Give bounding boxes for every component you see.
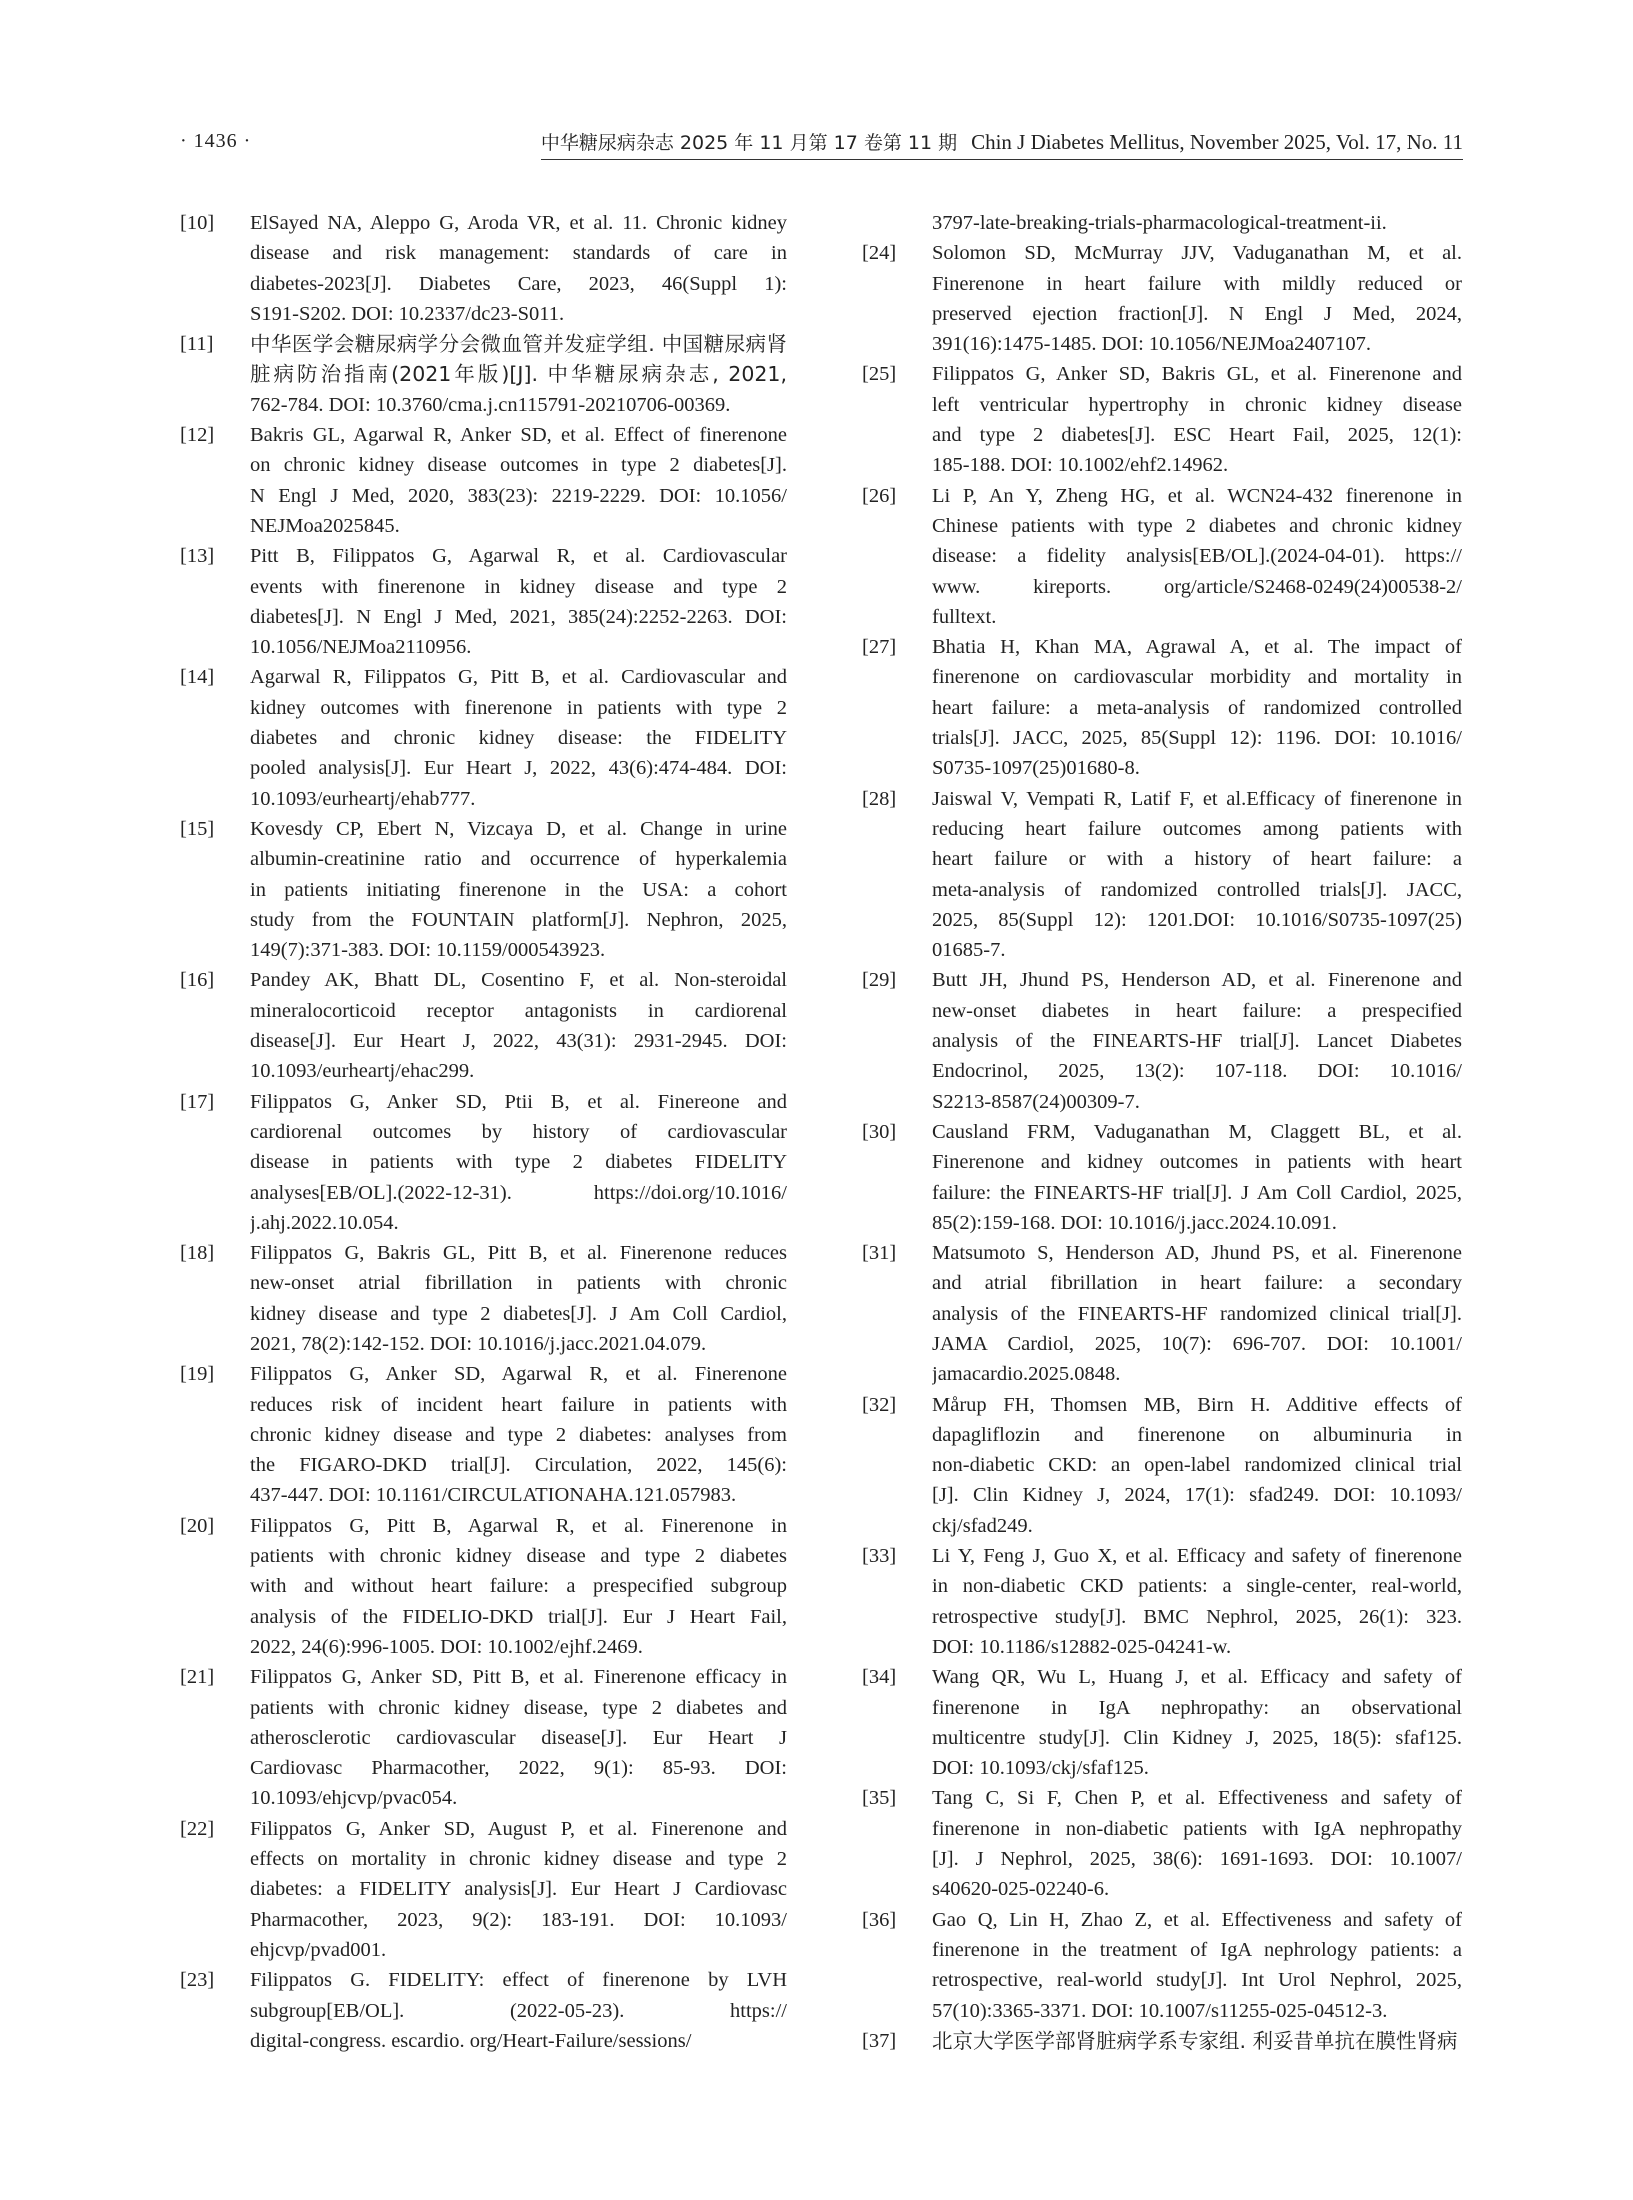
reference-number: [32]: [862, 1393, 897, 1416]
reference-text-line: JAMA Cardiol, 2025, 10(7): 696-707. DOI: 10.1001/: [932, 1332, 1462, 1355]
reference-text-line: finerenone in the treatment of IgA nephrology patients: a: [932, 1938, 1462, 1961]
reference-number: [14]: [180, 666, 215, 689]
reference-text-line: with and without heart failure: a prespecified subgroup: [250, 1575, 787, 1598]
reference-text-line: 10.1093/eurheartj/ehab777.: [250, 787, 476, 810]
reference-text-line: [J]. J Nephrol, 2025, 38(6): 1691-1693. DOI: 10.1007/: [932, 1848, 1462, 1871]
reference-text-line: diabetes and chronic kidney disease: the FIDELITY: [250, 727, 787, 750]
reference-text-line: 185-188. DOI: 10.1002/ehf2.14962.: [932, 454, 1229, 477]
reference-entry: [862, 1783, 1462, 1904]
reference-text-line: NEJMoa2025845.: [250, 514, 400, 537]
reference-text-line: disease: a fidelity analysis[EB/OL].(2024-04-01). https://: [932, 545, 1462, 568]
reference-entry: [180, 541, 787, 662]
reference-text-line: 2025, 85(Suppl 12): 1201.DOI: 10.1016/S0735-1097(25): [932, 908, 1462, 931]
reference-text-line: new-onset atrial fibrillation in patients with chronic: [250, 1272, 787, 1295]
reference-text-line: chronic kidney disease and type 2 diabetes: analyses from: [250, 1423, 787, 1446]
reference-text-line: diabetes-2023[J]. Diabetes Care, 2023, 46(Suppl 1):: [250, 272, 787, 295]
reference-number: [11]: [180, 333, 214, 356]
reference-entry: [862, 1541, 1462, 1662]
reference-number: [37]: [862, 2029, 897, 2052]
reference-text-line: Endocrinol, 2025, 13(2): 107-118. DOI: 10.1016/: [932, 1060, 1462, 1083]
reference-number: [19]: [180, 1363, 215, 1386]
reference-text-line: Filippatos G, Anker SD, Agarwal R, et al. Finerenone: [250, 1363, 787, 1386]
reference-text-line: Li P, An Y, Zheng HG, et al. WCN24-432 finerenone in: [932, 484, 1462, 507]
reference-number: [25]: [862, 363, 897, 386]
reference-text-line: disease and risk management: standards of care in: [250, 242, 787, 265]
reference-text-line: pooled analysis[J]. Eur Heart J, 2022, 43(6):474-484. DOI:: [250, 757, 787, 780]
reference-text-line: in patients initiating finerenone in the USA: a cohort: [250, 878, 787, 901]
reference-text-line: on chronic kidney disease outcomes in type 2 diabetes[J].: [250, 454, 787, 477]
reference-entry: [180, 1662, 787, 1813]
reference-number: [20]: [180, 1514, 215, 1537]
reference-text-line: Butt JH, Jhund PS, Henderson AD, et al. Finerenone and: [932, 969, 1462, 992]
reference-text-line: Filippatos G, Pitt B, Agarwal R, et al. Finerenone in: [250, 1514, 787, 1537]
reference-text-line: fulltext.: [932, 605, 997, 628]
reference-text-line: N Engl J Med, 2020, 383(23): 2219-2229. DOI: 10.1056/: [250, 484, 787, 507]
reference-text-line: Solomon SD, McMurray JJV, Vaduganathan M, et al.: [932, 242, 1462, 265]
reference-text-line: 437-447. DOI: 10.1161/CIRCULATIONAHA.121.057983.: [250, 1484, 737, 1507]
reference-number: [12]: [180, 424, 215, 447]
reference-text-line: Causland FRM, Vaduganathan M, Claggett BL, et al.: [932, 1120, 1462, 1143]
reference-text-line: diabetes[J]. N Engl J Med, 2021, 385(24):2252-2263. DOI:: [250, 605, 787, 628]
reference-text-line: 85(2):159-168. DOI: 10.1016/j.jacc.2024.10.091.: [932, 1211, 1337, 1234]
reference-number: [31]: [862, 1242, 897, 1265]
reference-entry: [180, 1511, 787, 1662]
reference-text-line: kidney outcomes with finerenone in patients with type 2: [250, 696, 787, 719]
reference-number: [22]: [180, 1817, 215, 1840]
reference-number: [29]: [862, 969, 897, 992]
reference-entry: [180, 1965, 787, 2056]
reference-text-line: finerenone in IgA nephropathy: an observational: [932, 1696, 1462, 1719]
reference-text-line: Finerenone in heart failure with mildly reduced or: [932, 272, 1462, 295]
reference-number: [36]: [862, 1908, 897, 1931]
reference-entry: [862, 1905, 1462, 2026]
reference-text-line: www. kireports. org/article/S2468-0249(24)00538-2/: [932, 575, 1462, 598]
reference-text-line: Kovesdy CP, Ebert N, Vizcaya D, et al. Change in urine: [250, 817, 787, 840]
reference-number: [24]: [862, 242, 897, 265]
reference-text-line: subgroup[EB/OL]. (2022-05-23). https://: [250, 1999, 787, 2022]
reference-text-line: trials[J]. JACC, 2025, 85(Suppl 12): 1196. DOI: 10.1016/: [932, 727, 1462, 750]
reference-text-line: patients with chronic kidney disease, type 2 diabetes and: [250, 1696, 787, 1719]
reference-text-line: Cardiovasc Pharmacother, 2022, 9(1): 85-93. DOI:: [250, 1757, 787, 1780]
reference-text-line: patients with chronic kidney disease and type 2 diabetes: [250, 1545, 787, 1568]
reference-text-line: 01685-7.: [932, 939, 1006, 962]
reference-text-line: 3797-late-breaking-trials-pharmacological-treatment-ii.: [932, 212, 1387, 234]
reference-text-line: cardiorenal outcomes by history of cardiovascular: [250, 1120, 787, 1143]
reference-entry: [862, 965, 1462, 1116]
reference-text-line: atherosclerotic cardiovascular disease[J]. Eur Heart J: [250, 1726, 787, 1749]
journal-title-cn: 中华糖尿病杂志 2025 年 11 月第 17 卷第 11 期: [540, 132, 958, 154]
reference-text-line: and type 2 diabetes[J]. ESC Heart Fail, 2025, 12(1):: [932, 424, 1462, 447]
reference-text-line: 北京大学医学部肾脏病学系专家组. 利妥昔单抗在膜性肾病: [932, 2028, 1458, 2053]
running-header: [180, 128, 1463, 160]
reference-text-line: Filippatos G, Anker SD, Ptii B, et al. Finereone and: [250, 1090, 787, 1113]
reference-text-line: and atrial fibrillation in heart failure: a secondary: [932, 1272, 1462, 1295]
journal-title-en: Chin J Diabetes Mellitus, November 2025, Vol. 17, No. 11: [971, 130, 1463, 154]
reference-text-line: ElSayed NA, Aleppo G, Aroda VR, et al. 11. Chronic kidney: [250, 212, 787, 234]
reference-entry: [862, 481, 1462, 632]
reference-text-line: left ventricular hypertrophy in chronic kidney disease: [932, 393, 1462, 416]
reference-number: [26]: [862, 484, 897, 507]
reference-text-line: 762-784. DOI: 10.3760/cma.j.cn115791-20210706-00369.: [250, 393, 731, 416]
reference-number: [18]: [180, 1242, 215, 1265]
reference-text-line: meta-analysis of randomized controlled trials[J]. JACC,: [932, 878, 1462, 901]
reference-text-line: Wang QR, Wu L, Huang J, et al. Efficacy and safety of: [932, 1666, 1462, 1689]
reference-entry: [180, 208, 787, 329]
reference-text-line: study from the FOUNTAIN platform[J]. Nephron, 2025,: [250, 908, 787, 931]
reference-text-line: 10.1056/NEJMoa2110956.: [250, 636, 472, 659]
reference-text-line: Matsumoto S, Henderson AD, Jhund PS, et al. Finerenone: [932, 1242, 1462, 1265]
reference-text-line: jamacardio.2025.0848.: [932, 1363, 1121, 1386]
reference-number: [35]: [862, 1787, 897, 1810]
reference-text-line: Pitt B, Filippatos G, Agarwal R, et al. Cardiovascular: [250, 545, 787, 568]
reference-text-line: Filippatos G, Anker SD, August P, et al. Finerenone and: [250, 1817, 787, 1840]
reference-text-line: analyses[EB/OL].(2022-12-31). https://doi.org/10.1016/: [250, 1181, 787, 1204]
reference-text-line: non-diabetic CKD: an open-label randomized clinical trial: [932, 1454, 1462, 1477]
reference-text-line: Gao Q, Lin H, Zhao Z, et al. Effectiveness and safety of: [932, 1908, 1462, 1931]
reference-text-line: 149(7):371-383. DOI: 10.1159/000543923.: [250, 939, 606, 962]
reference-number: [13]: [180, 545, 215, 568]
reference-text-line: s40620-025-02240-6.: [932, 1878, 1110, 1901]
reference-entry: [862, 1662, 1462, 1783]
reference-text-line: Bhatia H, Khan MA, Agrawal A, et al. The impact of: [932, 636, 1462, 659]
reference-text-line: analysis of the FINEARTS-HF trial[J]. Lancet Diabetes: [932, 1030, 1462, 1053]
reference-text-line: Mårup FH, Thomsen MB, Birn H. Additive effects of: [932, 1393, 1462, 1416]
reference-text-line: analysis of the FIDELIO-DKD trial[J]. Eur J Heart Fail,: [250, 1605, 787, 1628]
reference-text-line: disease[J]. Eur Heart J, 2022, 43(31): 2931-2945. DOI:: [250, 1030, 787, 1053]
reference-text-line: kidney disease and type 2 diabetes[J]. J Am Coll Cardiol,: [250, 1302, 787, 1325]
reference-text-line: albumin-creatinine ratio and occurrence of hyperkalemia: [250, 848, 787, 871]
reference-text-line: Bakris GL, Agarwal R, Anker SD, et al. Effect of finerenone: [250, 424, 787, 447]
reference-text-line: the FIGARO-DKD trial[J]. Circulation, 2022, 145(6):: [250, 1454, 787, 1477]
reference-text-line: 10.1093/eurheartj/ehac299.: [250, 1060, 475, 1083]
reference-number: [15]: [180, 817, 215, 840]
reference-entry: [862, 1238, 1462, 1389]
reference-entry: [180, 814, 787, 965]
reference-text-line: heart failure: a meta-analysis of randomized controlled: [932, 696, 1462, 719]
reference-text-line: retrospective, real-world study[J]. Int Urol Nephrol, 2025,: [932, 1969, 1462, 1992]
reference-text-line: 2021, 78(2):142-152. DOI: 10.1016/j.jacc.2021.04.079.: [250, 1332, 707, 1355]
reference-text-line: [J]. Clin Kidney J, 2024, 17(1): sfad249. DOI: 10.1093/: [932, 1484, 1462, 1507]
page-number: · 1436 ·: [180, 130, 252, 152]
reference-text-line: Tang C, Si F, Chen P, et al. Effectiveness and safety of: [932, 1787, 1462, 1810]
reference-text-line: diabetes: a FIDELITY analysis[J]. Eur Heart J Cardiovasc: [250, 1878, 787, 1901]
reference-text-line: 391(16):1475-1485. DOI: 10.1056/NEJMoa2407107.: [932, 333, 1372, 356]
reference-text-line: analysis of the FINEARTS-HF randomized clinical trial[J].: [932, 1302, 1462, 1325]
reference-text-line: Li Y, Feng J, Guo X, et al. Efficacy and safety of finerenone: [932, 1545, 1462, 1568]
reference-text-line: 10.1093/ehjcvp/pvac054.: [250, 1787, 458, 1810]
reference-text-line: finerenone in non-diabetic patients with IgA nephropathy: [932, 1817, 1462, 1840]
reference-text-line: in non-diabetic CKD patients: a single-center, real-world,: [932, 1575, 1462, 1598]
reference-text-line: Finerenone and kidney outcomes in patients with heart: [932, 1151, 1462, 1174]
reference-entry: [180, 1814, 787, 1965]
reference-text-line: finerenone on cardiovascular morbidity and mortality in: [932, 666, 1462, 689]
reference-text-line: 中华医学会糖尿病学分会微血管并发症学组. 中国糖尿病肾: [250, 332, 787, 357]
reference-text-line: S0735-1097(25)01680-8.: [932, 757, 1140, 780]
reference-entry: [862, 1390, 1462, 1541]
reference-text-line: multicentre study[J]. Clin Kidney J, 2025, 18(5): sfaf125.: [932, 1726, 1462, 1749]
reference-text-line: failure: the FINEARTS-HF trial[J]. J Am Coll Cardiol, 2025,: [932, 1181, 1462, 1204]
reference-entry: [180, 329, 787, 420]
reference-entry: [862, 632, 1462, 783]
reference-text-line: Filippatos G, Anker SD, Pitt B, et al. Finerenone efficacy in: [250, 1666, 787, 1689]
reference-text-line: S2213-8587(24)00309-7.: [932, 1090, 1140, 1113]
reference-entry: [862, 359, 1462, 480]
reference-number: [17]: [180, 1090, 215, 1113]
reference-entry: [862, 784, 1462, 966]
reference-number: [30]: [862, 1120, 897, 1143]
reference-number: [27]: [862, 636, 897, 659]
reference-text-line: mineralocorticoid receptor antagonists in cardiorenal: [250, 999, 787, 1022]
reference-text-line: new-onset diabetes in heart failure: a prespecified: [932, 999, 1462, 1022]
reference-text-line: Agarwal R, Filippatos G, Pitt B, et al. Cardiovascular and: [250, 666, 787, 689]
reference-entry: [180, 1087, 787, 1238]
reference-text-line: Filippatos G, Bakris GL, Pitt B, et al. Finerenone reduces: [250, 1242, 787, 1265]
reference-text-line: events with finerenone in kidney disease and type 2: [250, 575, 787, 598]
reference-text-line: Jaiswal V, Vempati R, Latif F, et al.Efficacy of finerenone in: [932, 787, 1462, 810]
reference-text-line: Chinese patients with type 2 diabetes and chronic kidney: [932, 514, 1462, 537]
reference-number: [16]: [180, 969, 215, 992]
reference-entry: [180, 662, 787, 813]
reference-entry: [180, 1359, 787, 1510]
reference-number: [10]: [180, 212, 215, 234]
reference-column-left: [180, 208, 787, 2056]
reference-text-line: retrospective study[J]. BMC Nephrol, 2025, 26(1): 323.: [932, 1605, 1462, 1628]
reference-column-right: [862, 208, 1462, 2056]
reference-text-line: effects on mortality in chronic kidney disease and type 2: [250, 1848, 787, 1871]
reference-text-line: digital-congress. escardio. org/Heart-Failure/sessions/: [250, 2029, 692, 2052]
reference-text-line: heart failure or with a history of heart failure: a: [932, 848, 1462, 871]
reference-entry: [180, 1238, 787, 1359]
reference-text-line: reduces risk of incident heart failure in patients with: [250, 1393, 787, 1416]
reference-text-line: ckj/sfad249.: [932, 1514, 1033, 1537]
reference-number: [21]: [180, 1666, 215, 1689]
reference-text-line: 57(10):3365-3371. DOI: 10.1007/s11255-025-04512-3.: [932, 1999, 1388, 2022]
reference-entry: [862, 2026, 1462, 2056]
reference-text-line: DOI: 10.1093/ckj/sfaf125.: [932, 1757, 1149, 1780]
reference-text-line: Filippatos G. FIDELITY: effect of finerenone by LVH: [250, 1969, 787, 1992]
reference-text-line: 2022, 24(6):996-1005. DOI: 10.1002/ejhf.2469.: [250, 1635, 643, 1658]
reference-text-line: 脏病防治指南(2021年版)[J]. 中华糖尿病杂志, 2021,: [250, 362, 787, 387]
reference-entry: [180, 965, 787, 1086]
reference-entry: [180, 420, 787, 541]
reference-text-line: preserved ejection fraction[J]. N Engl J Med, 2024,: [932, 302, 1462, 325]
reference-continuation: [862, 208, 1462, 238]
reference-text-line: ehjcvp/pvad001.: [250, 1938, 387, 1961]
reference-text-line: Pharmacother, 2023, 9(2): 183-191. DOI: 10.1093/: [250, 1908, 787, 1931]
reference-text-line: DOI: 10.1186/s12882-025-04241-w.: [932, 1635, 1232, 1658]
reference-text-line: disease in patients with type 2 diabetes FIDELITY: [250, 1151, 787, 1174]
journal-title: [541, 128, 1463, 160]
reference-number: [34]: [862, 1666, 897, 1689]
reference-number: [28]: [862, 787, 897, 810]
reference-text-line: reducing heart failure outcomes among patients with: [932, 817, 1462, 840]
reference-entry: [862, 238, 1462, 359]
reference-text-line: Pandey AK, Bhatt DL, Cosentino F, et al. Non-steroidal: [250, 969, 787, 992]
reference-text-line: j.ahj.2022.10.054.: [250, 1211, 399, 1234]
reference-text-line: Filippatos G, Anker SD, Bakris GL, et al. Finerenone and: [932, 363, 1462, 386]
reference-text-line: S191-S202. DOI: 10.2337/dc23-S011.: [250, 302, 565, 325]
reference-entry: [862, 1117, 1462, 1238]
reference-number: [23]: [180, 1969, 215, 1992]
reference-number: [33]: [862, 1545, 897, 1568]
reference-text-line: dapagliflozin and finerenone on albuminuria in: [932, 1423, 1462, 1446]
